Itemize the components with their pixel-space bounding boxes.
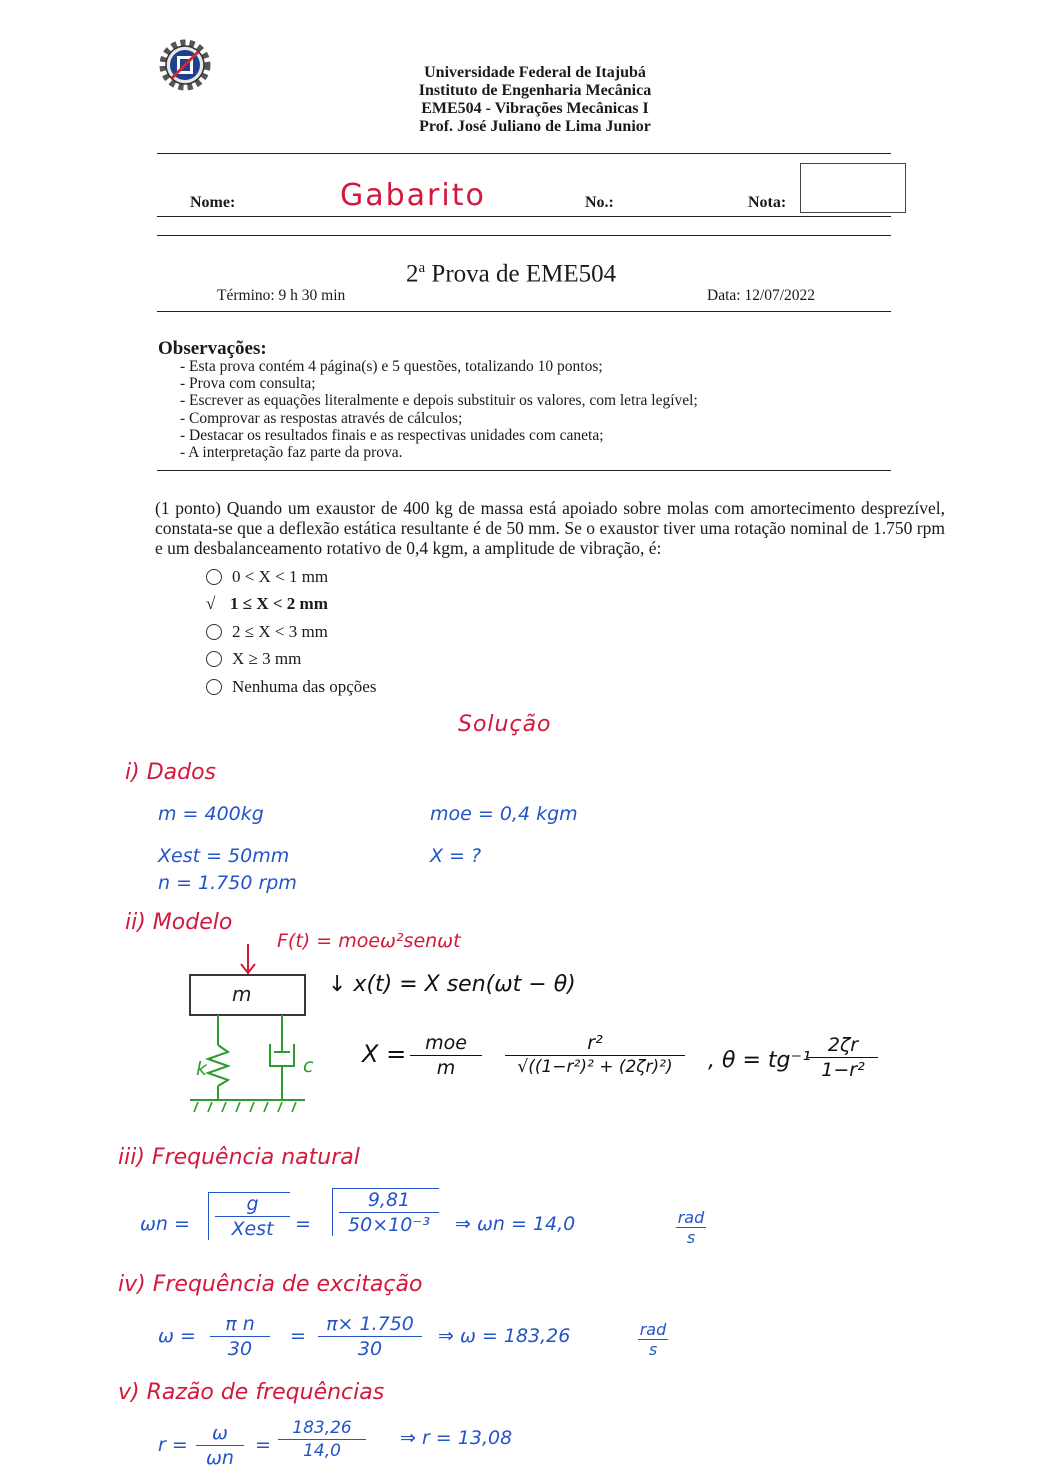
option-1[interactable] bbox=[206, 563, 376, 591]
fraction-bar bbox=[278, 1439, 366, 1440]
step-4-title: iv) Frequência de excitação bbox=[118, 1272, 423, 1297]
data-unbalance: moe = 0,4 kgm bbox=[430, 803, 578, 825]
fraction-bar bbox=[808, 1057, 878, 1058]
fraction-numerator: 183,26 bbox=[292, 1418, 352, 1438]
grade-label: Nota: bbox=[748, 194, 787, 211]
exam-title-prefix: 2 bbox=[406, 260, 419, 288]
options-list bbox=[206, 563, 376, 701]
fraction-numerator: 9,81 bbox=[367, 1189, 411, 1211]
step-2-title: ii) Modelo bbox=[125, 910, 233, 935]
ratio-label: r = bbox=[158, 1434, 188, 1456]
professor-name: Prof. José Juliano de Lima Junior bbox=[419, 118, 651, 135]
fraction-bar bbox=[318, 1336, 422, 1337]
number-label: No.: bbox=[585, 194, 614, 211]
list-item: - Prova com consulta; bbox=[180, 375, 316, 393]
fraction-numerator: rad bbox=[639, 1320, 667, 1339]
fraction-bar bbox=[505, 1055, 685, 1056]
observations-list bbox=[180, 358, 880, 461]
ratio-fraction-2 bbox=[278, 1418, 366, 1461]
end-time: Término: 9 h 30 min bbox=[217, 287, 346, 304]
excitation-freq-unit bbox=[638, 1320, 668, 1359]
fraction-denominator: s bbox=[648, 1340, 658, 1359]
exam-title bbox=[406, 260, 616, 288]
exam-title-rest: Prova de EME504 bbox=[425, 260, 617, 288]
option-5[interactable] bbox=[206, 673, 376, 701]
ratio-fraction-1 bbox=[196, 1422, 244, 1469]
option-2[interactable] bbox=[206, 591, 376, 619]
excitation-fraction-2 bbox=[318, 1313, 422, 1360]
option-3[interactable] bbox=[206, 618, 376, 646]
fraction-numerator: rad bbox=[677, 1208, 705, 1227]
question-text: (1 ponto) Quando um exaustor de 400 kg de massa está apoiado sobre molas com amortecimento desprezível, constata-se que a deflexão estática resultante é de 50 mm. Se o exaustor tiver uma rotação nominal de 1.750 rpm e um desbalanceamento rotativo de 0,4 kgm, a amplitude de vibração, é: bbox=[155, 498, 945, 558]
fraction-denominator: s bbox=[686, 1228, 696, 1247]
name-label: Nome: bbox=[190, 194, 236, 211]
data-amplitude-unknown: X = ? bbox=[430, 845, 482, 867]
sqrt-fraction-1 bbox=[208, 1192, 290, 1240]
fraction-numerator: moe bbox=[425, 1032, 467, 1054]
option-label: 0 < X < 1 mm bbox=[232, 566, 329, 586]
amplitude-eq-left: X = bbox=[362, 1040, 407, 1068]
spring-label: k bbox=[196, 1058, 208, 1080]
fraction-denominator: 30 bbox=[357, 1338, 383, 1360]
damper-label: c bbox=[303, 1055, 314, 1077]
divider bbox=[157, 153, 891, 154]
data-static-deflection: Xest = 50mm bbox=[158, 845, 290, 867]
divider bbox=[157, 235, 891, 236]
list-item: - A interpretação faz parte da prova. bbox=[180, 444, 403, 462]
equals-sign: = bbox=[290, 1325, 306, 1347]
divider bbox=[157, 311, 891, 312]
sqrt-fraction-2 bbox=[332, 1188, 439, 1236]
course-name: EME504 - Vibrações Mecânicas I bbox=[421, 100, 649, 117]
spring-icon bbox=[208, 1045, 228, 1086]
fraction-bar bbox=[410, 1055, 482, 1056]
fraction-numerator: π n bbox=[225, 1313, 255, 1335]
spring-damper-diagram bbox=[170, 940, 320, 1115]
exam-date: Data: 12/07/2022 bbox=[707, 287, 816, 304]
exam-title-sup: a bbox=[418, 260, 426, 276]
header-block bbox=[330, 64, 740, 136]
fraction-numerator: 2ζr bbox=[827, 1034, 859, 1056]
radio-icon[interactable] bbox=[206, 651, 222, 667]
fraction-bar bbox=[339, 1212, 439, 1213]
fraction-denominator: 1−r² bbox=[821, 1059, 865, 1081]
fraction-denominator: √((1−r²)² + (2ζr)²) bbox=[517, 1057, 673, 1077]
fraction-bar bbox=[196, 1445, 244, 1446]
natural-freq-unit bbox=[676, 1208, 706, 1247]
equals-sign: = bbox=[255, 1434, 271, 1456]
fraction-numerator: ω bbox=[212, 1422, 228, 1444]
radio-icon[interactable] bbox=[206, 624, 222, 640]
list-item: - Destacar os resultados finais e as respectivas unidades com caneta; bbox=[180, 426, 604, 444]
fraction-bar bbox=[210, 1336, 270, 1337]
equals-sign: = bbox=[295, 1213, 311, 1235]
option-label: X ≥ 3 mm bbox=[232, 649, 302, 669]
natural-freq-label: ωn = bbox=[140, 1213, 190, 1235]
data-rotation: n = 1.750 rpm bbox=[158, 872, 297, 894]
radio-icon[interactable] bbox=[206, 569, 222, 585]
excitation-fraction-1 bbox=[210, 1313, 270, 1360]
university-logo bbox=[156, 36, 214, 94]
name-value[interactable]: Gabarito bbox=[340, 178, 486, 213]
check-icon[interactable]: √ bbox=[206, 594, 216, 614]
university-name: Universidade Federal de Itajubá bbox=[424, 64, 646, 81]
list-item: - Esta prova contém 4 página(s) e 5 questões, totalizando 10 pontos; bbox=[180, 358, 603, 375]
solution-title: Solução bbox=[458, 712, 552, 737]
excitation-freq-result: ⇒ ω = 183,26 bbox=[438, 1325, 571, 1347]
natural-freq-result: ⇒ ωn = 14,0 bbox=[455, 1213, 576, 1235]
fraction-bar bbox=[215, 1216, 290, 1217]
step-5-title: v) Razão de frequências bbox=[118, 1380, 385, 1405]
grade-box[interactable] bbox=[800, 163, 906, 213]
list-item: - Escrever as equações literalmente e depois substituir os valores, com letra legível; bbox=[180, 392, 698, 410]
excitation-freq-label: ω = bbox=[158, 1325, 196, 1347]
observations-title: Observações: bbox=[158, 338, 267, 359]
institute-name: Instituto de Engenharia Mecânica bbox=[418, 82, 652, 99]
fraction-numerator: π× 1.750 bbox=[326, 1313, 414, 1335]
fraction-denominator: ωn bbox=[206, 1447, 234, 1469]
option-4[interactable] bbox=[206, 646, 376, 674]
list-item: - Comprovar as respostas através de cálculos; bbox=[180, 409, 463, 427]
gear-logo-icon bbox=[156, 36, 214, 94]
step-3-title: iii) Frequência natural bbox=[118, 1145, 360, 1170]
displacement-equation: ↓ x(t) = X sen(ωt − θ) bbox=[328, 972, 576, 997]
option-label: 2 ≤ X < 3 mm bbox=[232, 621, 328, 641]
data-mass: m = 400kg bbox=[158, 803, 264, 825]
fraction-denominator: 50×10⁻³ bbox=[348, 1214, 430, 1236]
radio-icon[interactable] bbox=[206, 679, 222, 695]
amplitude-fraction-1 bbox=[410, 1032, 482, 1079]
option-label: 1 ≤ X < 2 mm bbox=[230, 594, 328, 614]
force-equation: F(t) = moeω²senωt bbox=[277, 930, 461, 952]
fraction-denominator: Xest bbox=[231, 1218, 274, 1240]
divider bbox=[157, 470, 891, 471]
fraction-numerator: g bbox=[246, 1193, 259, 1215]
fraction-numerator: r² bbox=[587, 1032, 603, 1054]
option-label: Nenhuma das opções bbox=[232, 676, 377, 696]
fraction-denominator: 30 bbox=[227, 1338, 253, 1360]
mass-label: m bbox=[232, 982, 252, 1006]
ratio-result: ⇒ r = 13,08 bbox=[400, 1427, 513, 1449]
fraction-denominator: m bbox=[436, 1057, 456, 1079]
divider bbox=[157, 216, 891, 217]
step-1-title: i) Dados bbox=[125, 760, 216, 785]
amplitude-fraction-2 bbox=[505, 1032, 685, 1077]
fraction-denominator: 14,0 bbox=[303, 1441, 341, 1461]
phase-fraction bbox=[808, 1034, 878, 1081]
phase-equation: , θ = tg⁻¹ bbox=[708, 1048, 811, 1073]
